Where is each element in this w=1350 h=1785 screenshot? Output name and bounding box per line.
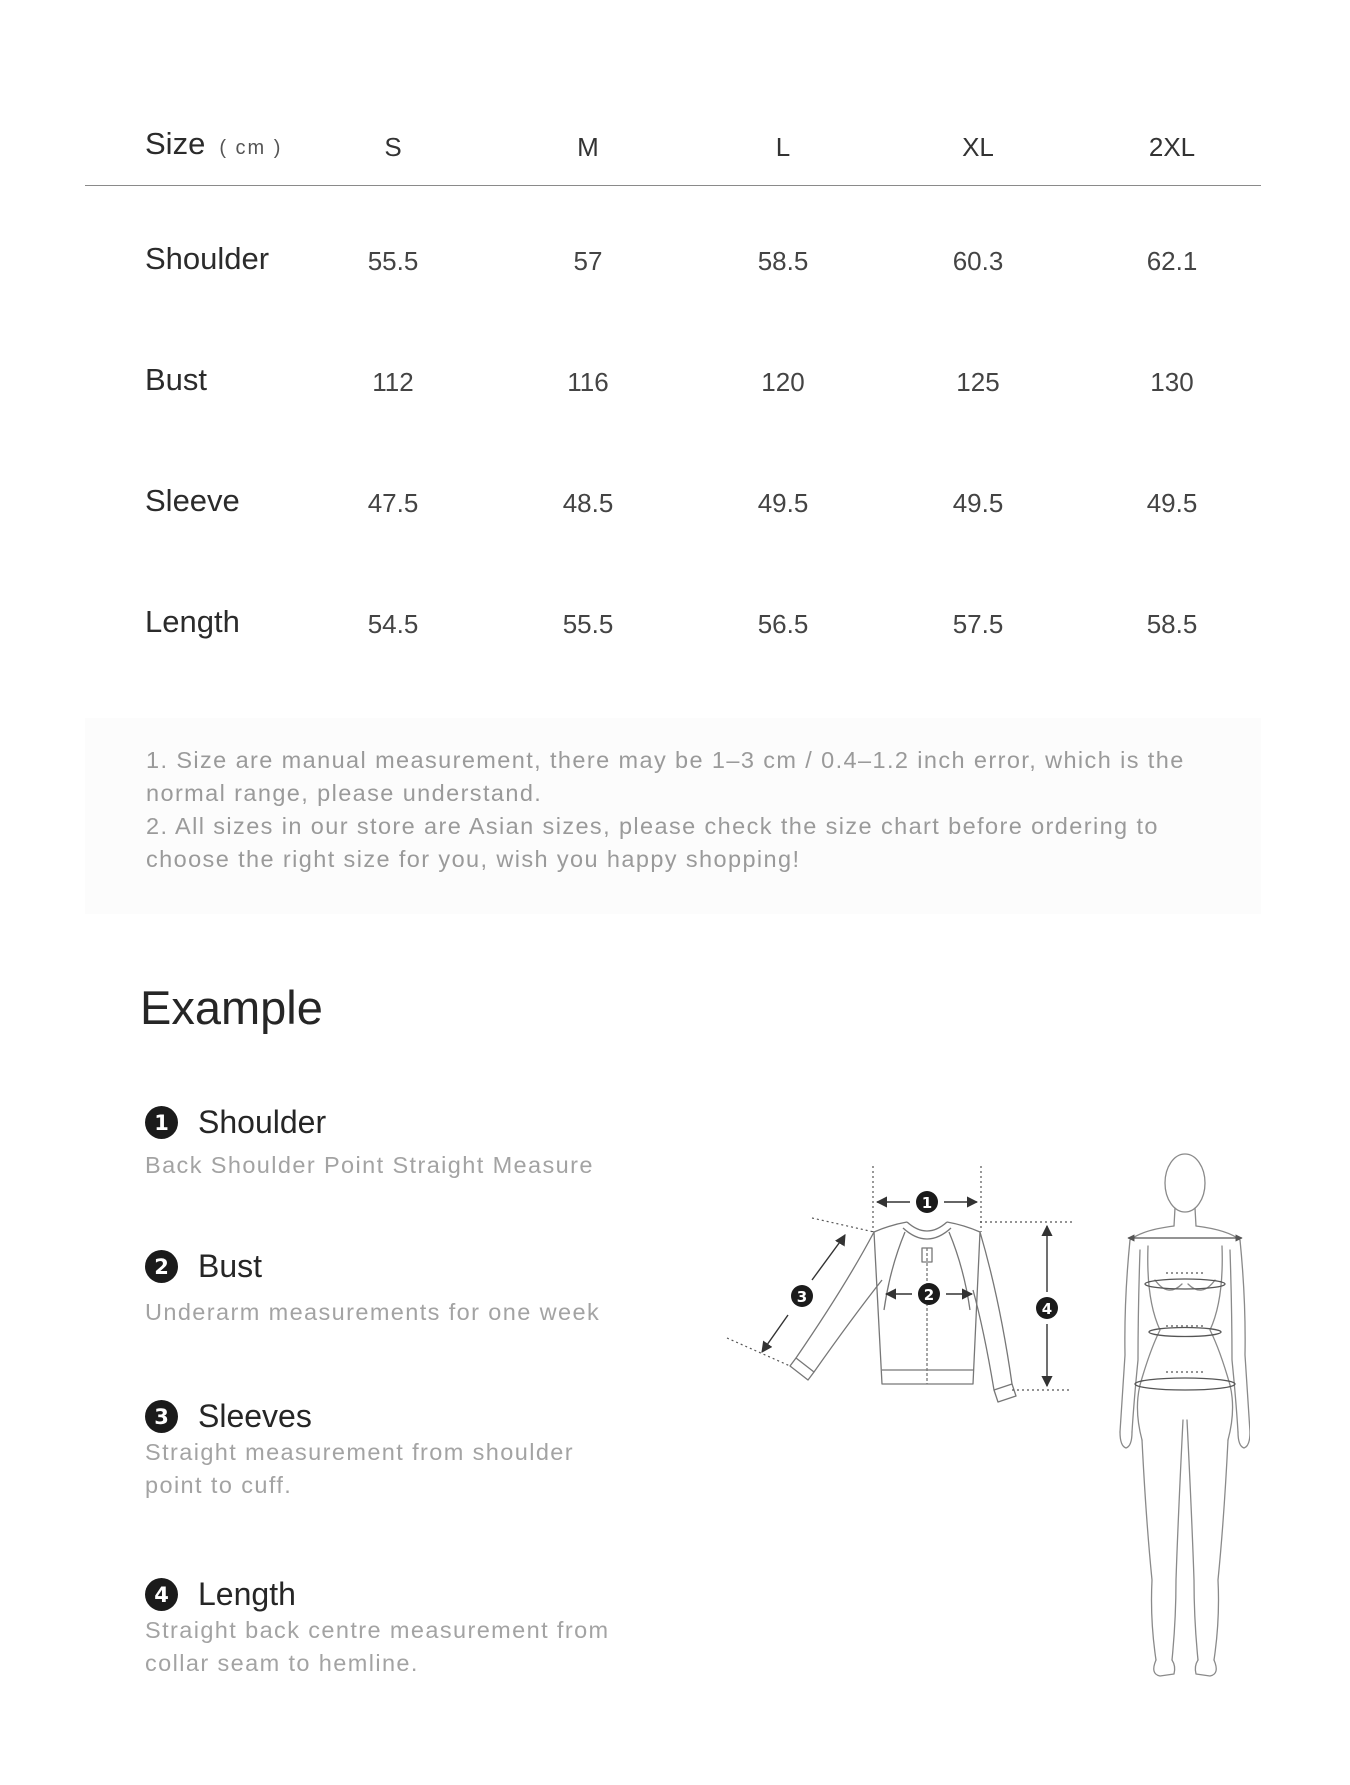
- svg-text:3: 3: [796, 1288, 808, 1306]
- jacket-diagram-icon: [790, 1222, 1016, 1402]
- note-1: 1. Size are manual measurement, there may be 1–3 cm / 0.4–1.2 inch error, which is the normal range, please understand.: [146, 747, 1185, 806]
- example-item-desc: Underarm measurements for one week: [145, 1299, 601, 1325]
- size-notes: [85, 718, 1261, 914]
- number-badge-4: 4: [145, 1578, 178, 1611]
- row-label-sleeve: Sleeve: [145, 483, 240, 518]
- diagram-marker-1: [916, 1191, 938, 1213]
- number-badge-1: 1: [145, 1106, 178, 1139]
- example-item-length: [145, 1576, 296, 1613]
- table-cell: 48.5: [562, 488, 614, 518]
- example-item-sleeves: [145, 1398, 312, 1435]
- example-title: Example: [140, 981, 323, 1034]
- column-header-s: S: [384, 132, 402, 162]
- table-cell: 57: [573, 246, 603, 276]
- table-cell: 49.5: [757, 488, 809, 518]
- table-cell: 130: [1150, 367, 1194, 397]
- example-item-desc: Straight measurement from shoulder point to cuff.: [145, 1439, 574, 1498]
- svg-text:1: 1: [921, 1194, 933, 1212]
- table-cell: 55.5: [562, 609, 614, 639]
- table-cell: 62.1: [1146, 246, 1198, 276]
- table-cell: 58.5: [1146, 609, 1198, 639]
- table-cell: 112: [372, 367, 414, 397]
- table-header-divider: [85, 185, 1261, 186]
- table-cell: 58.5: [757, 246, 809, 276]
- table-cell: 55.5: [367, 246, 419, 276]
- example-item-title: Length: [198, 1576, 296, 1612]
- column-header-m: M: [577, 132, 599, 162]
- example-item-shoulder: [145, 1104, 326, 1141]
- row-label-length: Length: [145, 604, 240, 639]
- table-cell: 47.5: [367, 488, 419, 518]
- table-cell: 49.5: [952, 488, 1004, 518]
- example-item-title: Shoulder: [198, 1104, 327, 1140]
- example-item-bust: [145, 1248, 262, 1285]
- example-item-desc: Back Shoulder Point Straight Measure: [145, 1152, 594, 1178]
- diagram-marker-4: [1036, 1297, 1058, 1319]
- example-item-desc: Straight back centre measurement from collar seam to hemline.: [145, 1617, 610, 1676]
- number-badge-2: 2: [145, 1250, 178, 1283]
- note-2: 2. All sizes in our store are Asian sizes, please check the size chart before ordering to choose the right size for you, wish you happy shopping!: [146, 813, 1159, 872]
- table-cell: 125: [956, 367, 1000, 397]
- diagram-marker-3: [791, 1285, 813, 1307]
- diagram-marker-2: [918, 1283, 940, 1305]
- table-cell: 120: [761, 367, 805, 397]
- svg-text:2: 2: [923, 1286, 935, 1304]
- column-header-xl: XL: [962, 132, 994, 162]
- guide-lines: [727, 1166, 1072, 1390]
- size-label: Size: [145, 126, 206, 161]
- table-cell: 57.5: [952, 609, 1004, 639]
- svg-text:4: 4: [1041, 1300, 1053, 1318]
- column-header-l: L: [775, 132, 791, 162]
- example-item-title: Bust: [198, 1248, 263, 1284]
- table-cell: 56.5: [757, 609, 809, 639]
- body-figure-icon: [1120, 1154, 1250, 1676]
- table-cell: 49.5: [1146, 488, 1198, 518]
- body-guide-lines: [1128, 1238, 1242, 1372]
- row-label-shoulder: Shoulder: [145, 241, 270, 276]
- unit-label: ( cm ): [219, 137, 283, 159]
- column-header-2xl: 2XL: [1148, 132, 1196, 162]
- table-cell: 60.3: [952, 246, 1004, 276]
- row-label-bust: Bust: [145, 362, 208, 397]
- number-badge-3: 3: [145, 1400, 178, 1433]
- measurement-figure: [715, 1140, 1250, 1690]
- table-cell: 54.5: [367, 609, 419, 639]
- example-item-title: Sleeves: [198, 1398, 312, 1434]
- table-cell: 116: [567, 367, 609, 397]
- size-header: [145, 126, 282, 162]
